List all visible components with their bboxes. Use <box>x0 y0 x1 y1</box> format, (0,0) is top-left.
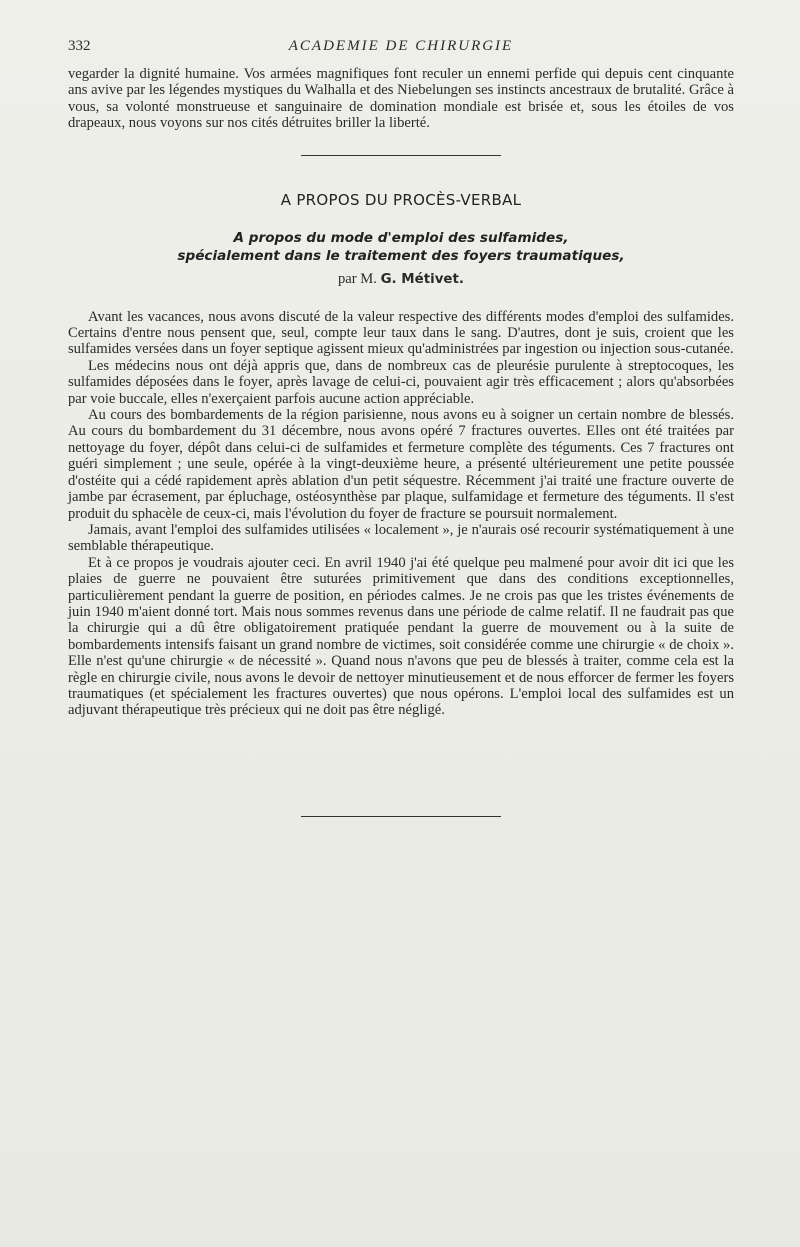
article-title-line-2: spécialement dans le traitement des foyers traumatiques, <box>177 247 625 264</box>
body-paragraph-3: Au cours des bombardements de la région parisienne, nous avons eu à soigner un certain nombre de blessés. Au cours du bombardement du 31 décembre, nous avons opéré 7 fractures ouvertes. Elles ont été traitées par nettoyage du foyer, dépôt dans celui-ci de sulfamides et fermeture complète des téguments. Ces 7 fractures ont guéri simplement ; une seule, opérée à la vingt-deuxième heure, a présenté ultérieurement une petite poussée d'ostéite qui a cédé rapidement après ablation d'un petit séquestre. Récemment j'ai traité une fracture ouverte de jambe par écrasement, par épluchage, ostéosynthèse par plaque, sulfamidage et fermeture des téguments. Il s'est produit du sphacèle de ceux-ci, mais l'évolution du foyer de fracture se poursuit normalement. <box>68 407 734 522</box>
article-title-line-1: A propos du mode d'emploi des sulfamides, <box>233 229 569 246</box>
end-rule <box>301 816 501 817</box>
body-paragraph-2: Les médecins nous ont déjà appris que, dans de nombreux cas de pleurésie purulente à streptocoques, les sulfamides déposées dans le foyer, après lavage de celui-ci, pouvaient agir très efficacement ; alors qu'absorbées par voie buccale, elles n'exerçaient parfois aucune action appréciable. <box>68 357 734 407</box>
byline-prefix: par M. <box>338 270 381 287</box>
intro-paragraph: vegarder la dignité humaine. Vos armées magnifiques font reculer un ennemi perfide qui depuis cent cinquante ans avive par les légendes mystiques du Walhalla et des Niebelungen ses instincts ancestraux de brutalité. Grâce à vous, sa volonté monstrueuse et sanguinaire de domination mondiale est brisée et, sous les étoiles de vos drapeaux, nous voyons sur nos cités détruites briller la liberté. <box>68 66 734 132</box>
body-paragraph-5: Et à ce propos je voudrais ajouter ceci. En avril 1940 j'ai été quelque peu malmené pour avoir dit ici que les plaies de guerre ne pouvaient être suturées primitivement que dans des conditions exceptionnelles, particulièrement pendant la guerre de position, en périodes calmes. Je ne crois pas que les tristes événements de juin 1940 m'aient donné tort. Mais nous sommes revenus dans une période de calme relatif. Il ne faudrait pas que la chirurgie qui a dû être obligatoirement pratiquée pendant la guerre de mouvement ou à la suite de bombardements intensifs faisant un grand nombre de victimes, soit considérée comme une chirurgie « de choix ». Elle n'est qu'une chirurgie « de nécessité ». Quand nous n'avons que peu de blessés à traiter, comme cela est la règle en chirurgie civile, nous avons le devoir de nettoyer minutieusement et de nous efforcer de fermer les foyers traumatiques (et spécialement les fractures ouvertes) que nous opérons. L'emploi local des sulfamides est un adjuvant thérapeutique très précieux qui ne doit pas être négligé. <box>68 554 734 719</box>
section-heading: A PROPOS DU PROCÈS-VERBAL <box>280 190 522 209</box>
article-title <box>68 229 734 265</box>
body-paragraph-1: Avant les vacances, nous avons discuté de la valeur respective des différents modes d'emploi des sulfamides. Certains d'entre nous pensent que, seul, compte leur taux dans le sang. D'autres, dont je suis, croient que les sulfamides versées dans un foyer septique agissent mieux qu'administrées par ingestion ou injection sous-cutanée. <box>68 308 734 358</box>
separator-rule <box>301 155 501 156</box>
byline <box>68 271 734 288</box>
article-body <box>68 309 734 719</box>
page-header <box>68 38 734 66</box>
running-head: ACADEMIE DE CHIRURGIE <box>288 38 514 54</box>
author-name: G. Métivet. <box>380 271 464 287</box>
body-paragraph-4: Jamais, avant l'emploi des sulfamides utilisées « localement », je n'aurais osé recourir systématiquement à une semblable thérapeutique. <box>68 521 734 555</box>
page-number: 332 <box>68 38 91 54</box>
